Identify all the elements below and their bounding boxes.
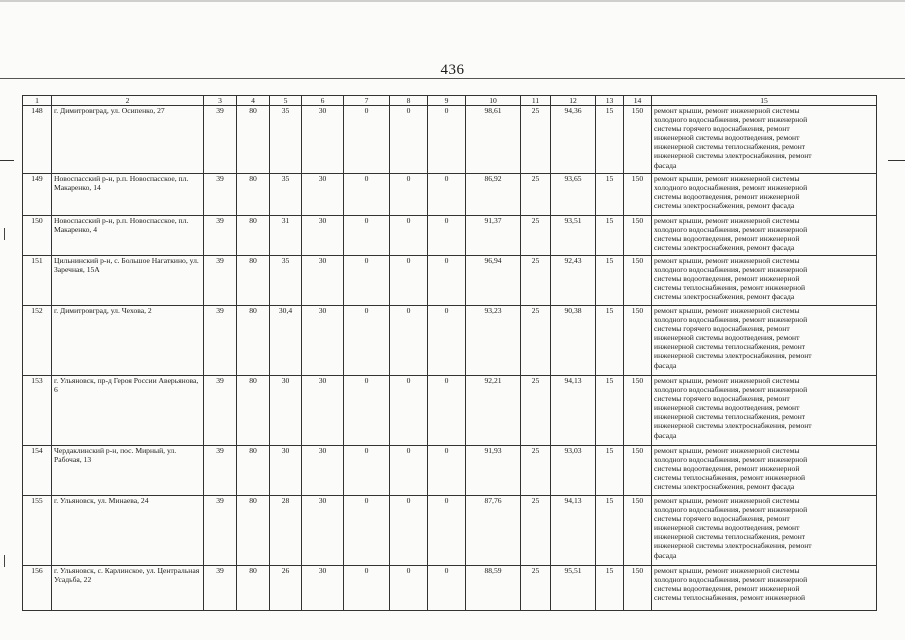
value-cell-col-4: 80: [237, 174, 270, 216]
works-line: ремонт крыши, ремонт инженерной системы: [654, 174, 800, 183]
table-row: [23, 376, 877, 446]
works-line: ремонт крыши, ремонт инженерной системы: [654, 106, 800, 115]
value-cell-col-5: 30: [270, 446, 302, 496]
column-header: 15: [652, 96, 877, 106]
works-line: фасада: [654, 160, 677, 170]
repair-works-description: [652, 256, 877, 306]
value-cell-col-13: 15: [596, 106, 624, 174]
column-header: 13: [596, 96, 624, 106]
value-cell-col-5: 35: [270, 174, 302, 216]
value-cell-col-10: 91,93: [466, 446, 521, 496]
works-line: холодного водоснабжения, ремонт инженерной: [654, 315, 808, 325]
row-number: 154: [23, 446, 52, 496]
works-line: системы горячего водоснабжения, ремонт: [654, 514, 790, 524]
value-cell-col-5: 28: [270, 496, 302, 566]
value-cell-col-14: 150: [624, 566, 652, 611]
value-cell-col-8: 0: [390, 174, 428, 216]
value-cell-col-11: 25: [521, 306, 551, 376]
value-cell-col-10: 92,21: [466, 376, 521, 446]
value-cell-col-14: 150: [624, 496, 652, 566]
value-cell-col-6: 30: [302, 216, 344, 256]
repair-works-description: [652, 306, 877, 376]
repair-works-description: [652, 174, 877, 216]
value-cell-col-14: 150: [624, 306, 652, 376]
value-cell-col-7: 0: [344, 566, 390, 611]
table-body: [23, 106, 877, 611]
value-cell-col-6: 30: [302, 446, 344, 496]
value-cell-col-8: 0: [390, 256, 428, 306]
table-row: [23, 256, 877, 306]
row-number: 153: [23, 376, 52, 446]
works-line: инженерной системы водоотведения, ремонт: [654, 333, 800, 343]
value-cell-col-12: 93,03: [551, 446, 596, 496]
value-cell-col-3: 39: [204, 496, 237, 566]
row-number: 155: [23, 496, 52, 566]
works-line: инженерной системы водоотведения, ремонт: [654, 403, 800, 413]
column-header: 7: [344, 96, 390, 106]
value-cell-col-14: 150: [624, 174, 652, 216]
value-cell-col-11: 25: [521, 256, 551, 306]
value-cell-col-11: 25: [521, 566, 551, 611]
value-cell-col-9: 0: [428, 256, 466, 306]
works-line: инженерной системы водоотведения, ремонт: [654, 133, 800, 143]
works-line: системы горячего водоснабжения, ремонт: [654, 124, 790, 134]
works-line: холодного водоснабжения, ремонт инженерной: [654, 265, 808, 275]
value-cell-col-14: 150: [624, 216, 652, 256]
value-cell-col-6: 30: [302, 566, 344, 611]
value-cell-col-11: 25: [521, 174, 551, 216]
value-cell-col-13: 15: [596, 566, 624, 611]
value-cell-col-6: 30: [302, 174, 344, 216]
value-cell-col-13: 15: [596, 216, 624, 256]
works-line: инженерной системы водоотведения, ремонт: [654, 523, 800, 533]
value-cell-col-7: 0: [344, 306, 390, 376]
works-line: системы электроснабжения, ремонт фасада: [654, 243, 795, 253]
building-address: Новоспасский р-н, р.п. Новоспасское, пл. Макаренко, 14: [52, 174, 204, 216]
works-line: холодного водоснабжения, ремонт инженерной: [654, 575, 808, 585]
works-line: холодного водоснабжения, ремонт инженерной: [654, 183, 808, 193]
repair-register-table: [22, 95, 877, 611]
value-cell-col-7: 0: [344, 174, 390, 216]
header-rule: [0, 78, 905, 79]
works-line: холодного водоснабжения, ремонт инженерной: [654, 115, 808, 125]
value-cell-col-12: 93,51: [551, 216, 596, 256]
row-number: 148: [23, 106, 52, 174]
value-cell-col-8: 0: [390, 216, 428, 256]
value-cell-col-3: 39: [204, 174, 237, 216]
value-cell-col-14: 150: [624, 446, 652, 496]
value-cell-col-7: 0: [344, 216, 390, 256]
works-line: инженерной системы электроснабжения, ремонт: [654, 351, 812, 361]
value-cell-col-5: 26: [270, 566, 302, 611]
value-cell-col-11: 25: [521, 446, 551, 496]
works-line: ремонт крыши, ремонт инженерной системы: [654, 446, 800, 455]
value-cell-col-7: 0: [344, 376, 390, 446]
works-line: системы водоотведения, ремонт инженерной: [654, 464, 800, 474]
building-address: Новоспасский р-н, р.п. Новоспасское, пл. Макаренко, 4: [52, 216, 204, 256]
works-line: системы теплоснабжения, ремонт инженерной: [654, 283, 806, 293]
value-cell-col-10: 98,61: [466, 106, 521, 174]
value-cell-col-4: 80: [237, 106, 270, 174]
column-header: 14: [624, 96, 652, 106]
works-line: системы водоотведения, ремонт инженерной: [654, 192, 800, 202]
left-margin-mark: [0, 160, 14, 161]
value-cell-col-6: 30: [302, 496, 344, 566]
row-number: 156: [23, 566, 52, 611]
table-row: [23, 216, 877, 256]
value-cell-col-9: 0: [428, 446, 466, 496]
row-number: 151: [23, 256, 52, 306]
value-cell-col-10: 86,92: [466, 174, 521, 216]
value-cell-col-3: 39: [204, 306, 237, 376]
value-cell-col-3: 39: [204, 446, 237, 496]
value-cell-col-6: 30: [302, 256, 344, 306]
works-line: фасада: [654, 430, 677, 440]
value-cell-col-5: 31: [270, 216, 302, 256]
works-line: системы электроснабжения, ремонт фасада: [654, 482, 795, 492]
works-line: инженерной системы электроснабжения, ремонт: [654, 421, 812, 431]
value-cell-col-4: 80: [237, 446, 270, 496]
column-header: 9: [428, 96, 466, 106]
value-cell-col-13: 15: [596, 376, 624, 446]
value-cell-col-4: 80: [237, 496, 270, 566]
repair-works-description: [652, 216, 877, 256]
column-header: 5: [270, 96, 302, 106]
value-cell-col-11: 25: [521, 376, 551, 446]
value-cell-col-12: 90,38: [551, 306, 596, 376]
column-header: 3: [204, 96, 237, 106]
repair-works-description: [652, 446, 877, 496]
value-cell-col-7: 0: [344, 446, 390, 496]
works-line: системы горячего водоснабжения, ремонт: [654, 394, 790, 404]
value-cell-col-4: 80: [237, 216, 270, 256]
value-cell-col-13: 15: [596, 256, 624, 306]
works-line: холодного водоснабжения, ремонт инженерной: [654, 225, 808, 235]
works-line: системы водоотведения, ремонт инженерной: [654, 584, 800, 594]
value-cell-col-8: 0: [390, 106, 428, 174]
works-line: инженерной системы теплоснабжения, ремонт: [654, 142, 806, 152]
value-cell-col-3: 39: [204, 566, 237, 611]
table-row: [23, 106, 877, 174]
works-line: системы электроснабжения, ремонт фасада: [654, 201, 795, 211]
column-header: 11: [521, 96, 551, 106]
building-address: г. Ульяновск, ул. Минаева, 24: [52, 496, 204, 566]
value-cell-col-8: 0: [390, 306, 428, 376]
works-line: холодного водоснабжения, ремонт инженерной: [654, 455, 808, 465]
column-header: 6: [302, 96, 344, 106]
value-cell-col-3: 39: [204, 216, 237, 256]
column-header: 4: [237, 96, 270, 106]
value-cell-col-8: 0: [390, 376, 428, 446]
works-line: инженерной системы теплоснабжения, ремонт: [654, 412, 806, 422]
value-cell-col-13: 15: [596, 306, 624, 376]
value-cell-col-5: 30,4: [270, 306, 302, 376]
value-cell-col-5: 30: [270, 376, 302, 446]
value-cell-col-9: 0: [428, 566, 466, 611]
value-cell-col-6: 30: [302, 376, 344, 446]
page-number: 436: [440, 62, 465, 78]
repair-works-description: [652, 566, 877, 611]
value-cell-col-9: 0: [428, 174, 466, 216]
building-address: Цильнинский р-н, с. Большое Нагаткино, ул. Заречная, 15А: [52, 256, 204, 306]
works-line: ремонт крыши, ремонт инженерной системы: [654, 496, 800, 505]
building-address: г. Ульяновск, пр-д Героя России Аверьянова, 6: [52, 376, 204, 446]
column-header: 2: [52, 96, 204, 106]
value-cell-col-7: 0: [344, 256, 390, 306]
building-address: г. Ульяновск, с. Карлинское, ул. Центральная Усадьба, 22: [52, 566, 204, 611]
works-line: системы водоотведения, ремонт инженерной: [654, 274, 800, 284]
column-header: 8: [390, 96, 428, 106]
repair-works-description: [652, 106, 877, 174]
value-cell-col-14: 150: [624, 256, 652, 306]
works-line: системы теплоснабжения, ремонт инженерной: [654, 593, 806, 603]
value-cell-col-3: 39: [204, 106, 237, 174]
column-header: 1: [23, 96, 52, 106]
value-cell-col-9: 0: [428, 106, 466, 174]
value-cell-col-10: 87,76: [466, 496, 521, 566]
works-line: фасада: [654, 550, 677, 560]
value-cell-col-13: 15: [596, 446, 624, 496]
value-cell-col-9: 0: [428, 496, 466, 566]
works-line: холодного водоснабжения, ремонт инженерной: [654, 505, 808, 515]
works-line: инженерной системы электроснабжения, ремонт: [654, 541, 812, 551]
works-line: ремонт крыши, ремонт инженерной системы: [654, 256, 800, 265]
value-cell-col-10: 96,94: [466, 256, 521, 306]
works-line: инженерной системы теплоснабжения, ремонт: [654, 532, 806, 542]
value-cell-col-12: 94,13: [551, 496, 596, 566]
works-line: системы теплоснабжения, ремонт инженерной: [654, 473, 806, 483]
works-line: фасада: [654, 360, 677, 370]
value-cell-col-13: 15: [596, 174, 624, 216]
building-address: Чердаклинский р-н, пос. Мирный, ул. Рабочая, 13: [52, 446, 204, 496]
row-number: 149: [23, 174, 52, 216]
repair-works-description: [652, 496, 877, 566]
works-line: системы электроснабжения, ремонт фасада: [654, 292, 795, 302]
value-cell-col-7: 0: [344, 106, 390, 174]
value-cell-col-14: 150: [624, 106, 652, 174]
works-line: ремонт крыши, ремонт инженерной системы: [654, 376, 800, 385]
works-line: ремонт крыши, ремонт инженерной системы: [654, 216, 800, 225]
value-cell-col-3: 39: [204, 256, 237, 306]
value-cell-col-12: 94,13: [551, 376, 596, 446]
value-cell-col-4: 80: [237, 306, 270, 376]
works-line: холодного водоснабжения, ремонт инженерной: [654, 385, 808, 395]
value-cell-col-9: 0: [428, 376, 466, 446]
works-line: инженерной системы электроснабжения, ремонт: [654, 151, 812, 161]
value-cell-col-4: 80: [237, 256, 270, 306]
value-cell-col-10: 93,23: [466, 306, 521, 376]
value-cell-col-11: 25: [521, 496, 551, 566]
value-cell-col-7: 0: [344, 496, 390, 566]
column-header: 10: [466, 96, 521, 106]
value-cell-col-12: 93,65: [551, 174, 596, 216]
table-row: [23, 446, 877, 496]
row-number: 150: [23, 216, 52, 256]
value-cell-col-12: 95,51: [551, 566, 596, 611]
building-address: г. Димитровград, ул. Чехова, 2: [52, 306, 204, 376]
value-cell-col-12: 92,43: [551, 256, 596, 306]
works-line: системы водоотведения, ремонт инженерной: [654, 234, 800, 244]
value-cell-col-14: 150: [624, 376, 652, 446]
value-cell-col-11: 25: [521, 106, 551, 174]
value-cell-col-4: 80: [237, 566, 270, 611]
value-cell-col-13: 15: [596, 496, 624, 566]
value-cell-col-8: 0: [390, 566, 428, 611]
table-row: [23, 306, 877, 376]
table-row: [23, 496, 877, 566]
value-cell-col-10: 91,37: [466, 216, 521, 256]
works-line: ремонт крыши, ремонт инженерной системы: [654, 306, 800, 315]
value-cell-col-3: 39: [204, 376, 237, 446]
left-margin-tick: [4, 228, 5, 240]
value-cell-col-5: 35: [270, 256, 302, 306]
works-line: системы горячего водоснабжения, ремонт: [654, 324, 790, 334]
right-margin-mark: [888, 160, 905, 161]
value-cell-col-8: 0: [390, 446, 428, 496]
column-number-row: [23, 96, 877, 106]
value-cell-col-11: 25: [521, 216, 551, 256]
value-cell-col-6: 30: [302, 306, 344, 376]
value-cell-col-9: 0: [428, 216, 466, 256]
column-header: 12: [551, 96, 596, 106]
value-cell-col-6: 30: [302, 106, 344, 174]
scan-top-edge: [0, 0, 905, 2]
table-row: [23, 174, 877, 216]
value-cell-col-5: 35: [270, 106, 302, 174]
value-cell-col-9: 0: [428, 306, 466, 376]
works-line: инженерной системы теплоснабжения, ремонт: [654, 342, 806, 352]
repair-works-description: [652, 376, 877, 446]
row-number: 152: [23, 306, 52, 376]
building-address: г. Димитровград, ул. Осипенко, 27: [52, 106, 204, 174]
left-margin-tick: [4, 555, 5, 567]
value-cell-col-12: 94,36: [551, 106, 596, 174]
works-line: ремонт крыши, ремонт инженерной системы: [654, 566, 800, 575]
value-cell-col-10: 88,59: [466, 566, 521, 611]
table-row: [23, 566, 877, 611]
value-cell-col-8: 0: [390, 496, 428, 566]
value-cell-col-4: 80: [237, 376, 270, 446]
